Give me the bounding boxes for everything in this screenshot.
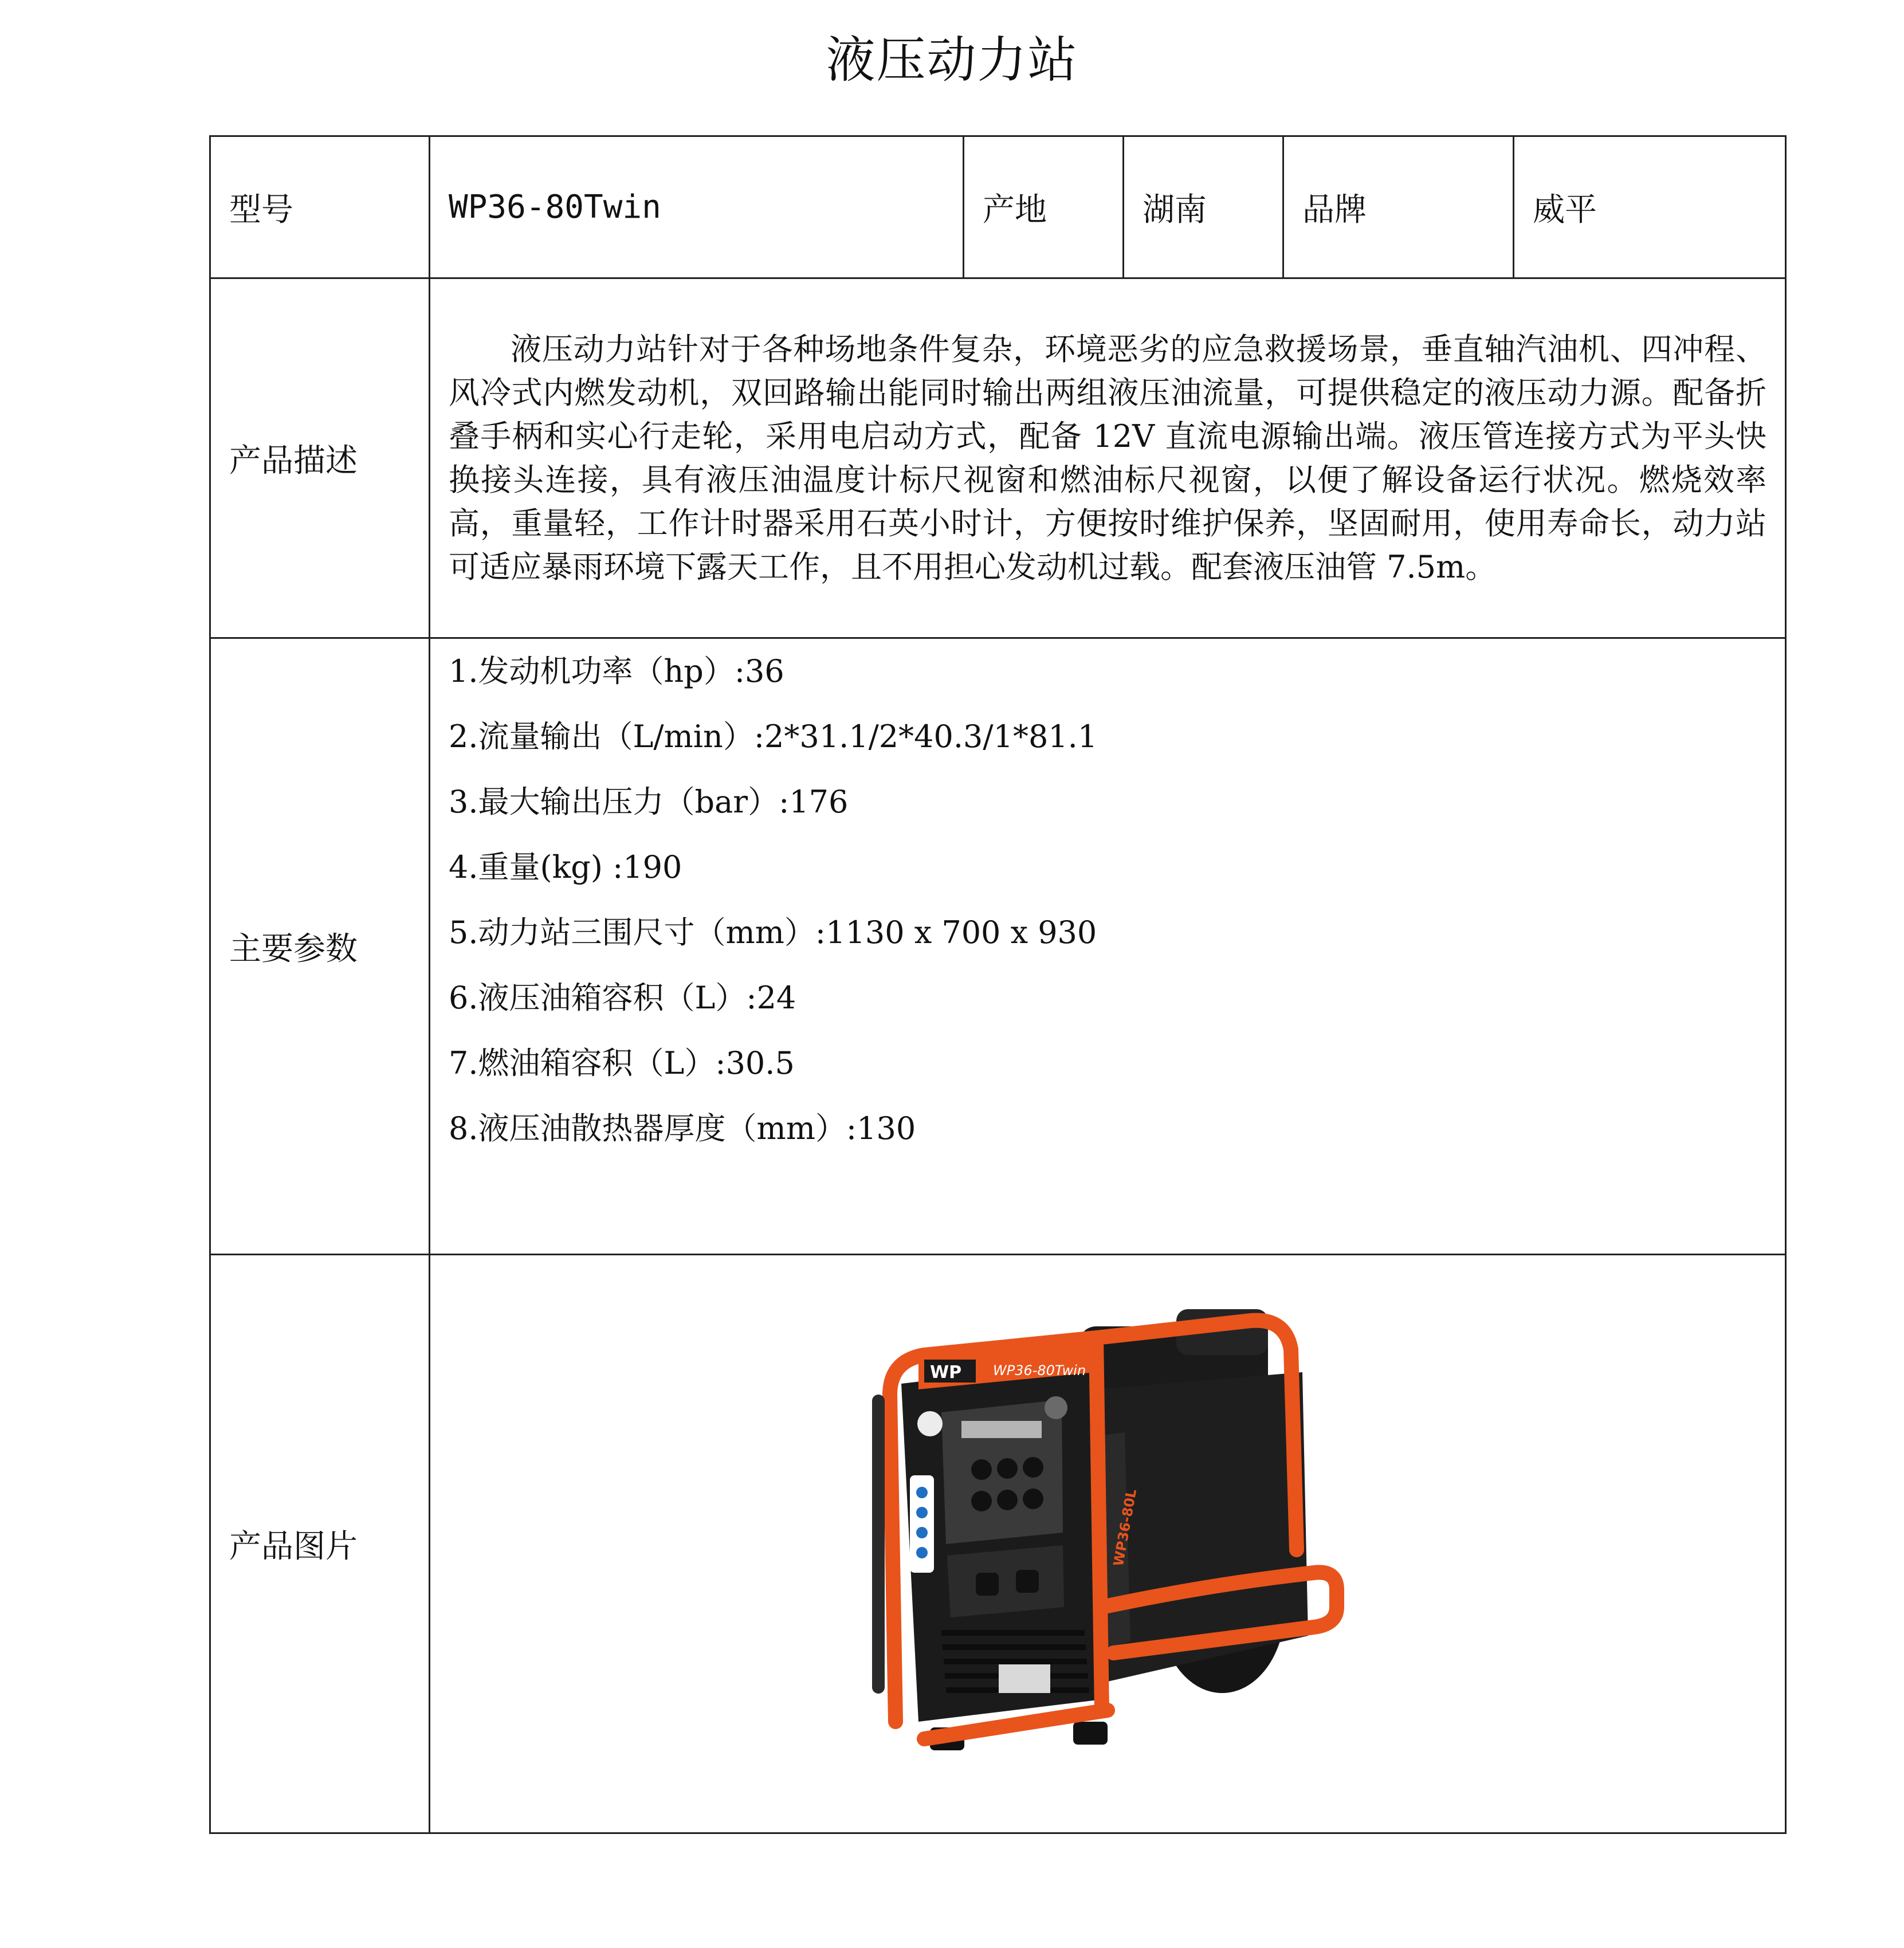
description-cell — [430, 278, 1786, 638]
param-hydraulic-tank: 6.液压油箱容积（L）:24 — [449, 980, 796, 1016]
table-row-photo — [210, 1255, 1786, 1833]
side-text: WP36-80L — [1110, 1487, 1140, 1568]
brand-label: 品牌 — [1283, 136, 1514, 278]
table-row-model — [210, 136, 1786, 278]
photo-cell — [430, 1255, 1786, 1833]
table-row-description — [210, 278, 1786, 638]
description-label: 产品描述 — [210, 278, 430, 638]
param-engine-power: 1.发动机功率（hp）:36 — [449, 653, 784, 689]
table-row-parameters — [210, 638, 1786, 1255]
panel-text: WP36-80Twin — [993, 1362, 1086, 1378]
page-title: 液压动力站 — [826, 32, 1078, 89]
parameters-label: 主要参数 — [210, 638, 430, 1255]
photo-label: 产品图片 — [210, 1255, 430, 1833]
model-label: 型号 — [210, 136, 430, 278]
description-text: 液压动力站针对于各种场地条件复杂，环境恶劣的应急救援场景，垂直轴汽油机、四冲程、风冷式内燃发动机，双回路输出能同时输出两组液压油流量，可提供稳定的液压动力源。配备折叠手柄和实心行走轮，采用电启动方式，配备 12V 直流电源输出端。液压管连接方式为平头快换接头连接，具有液压油温度计标尺视窗和燃油标尺视窗，以便了解设备运行状况。燃烧效率高，重量轻，工作计时器采用石英小时计，方便按时维护保养，坚固耐用，使用寿命长，动力站可适应暴雨环境下露天工作，且不用担心发动机过载。配套液压油管 7.5m。 — [449, 331, 1766, 585]
param-radiator-thickness: 8.液压油散热器厚度（mm）:130 — [449, 1110, 916, 1146]
origin-label: 产地 — [964, 136, 1124, 278]
origin-value: 湖南 — [1124, 136, 1283, 278]
brand-value: 威平 — [1514, 136, 1786, 278]
hydraulic-power-unit-image — [855, 1286, 1360, 1802]
param-max-pressure: 3.最大输出压力（bar）:176 — [449, 784, 849, 820]
spec-table — [209, 135, 1787, 1834]
param-weight: 4.重量(kg) :190 — [449, 849, 682, 885]
param-dimensions: 5.动力站三围尺寸（mm）:1130 x 700 x 930 — [449, 914, 1097, 951]
parameters-cell — [430, 638, 1786, 1255]
logo-text: WP — [930, 1362, 962, 1383]
param-fuel-tank: 7.燃油箱容积（L）:30.5 — [449, 1045, 795, 1081]
model-value: WP36-80Twin — [430, 136, 964, 278]
param-flow-output: 2.流量输出（L/min）:2*31.1/2*40.3/1*81.1 — [449, 718, 1098, 755]
